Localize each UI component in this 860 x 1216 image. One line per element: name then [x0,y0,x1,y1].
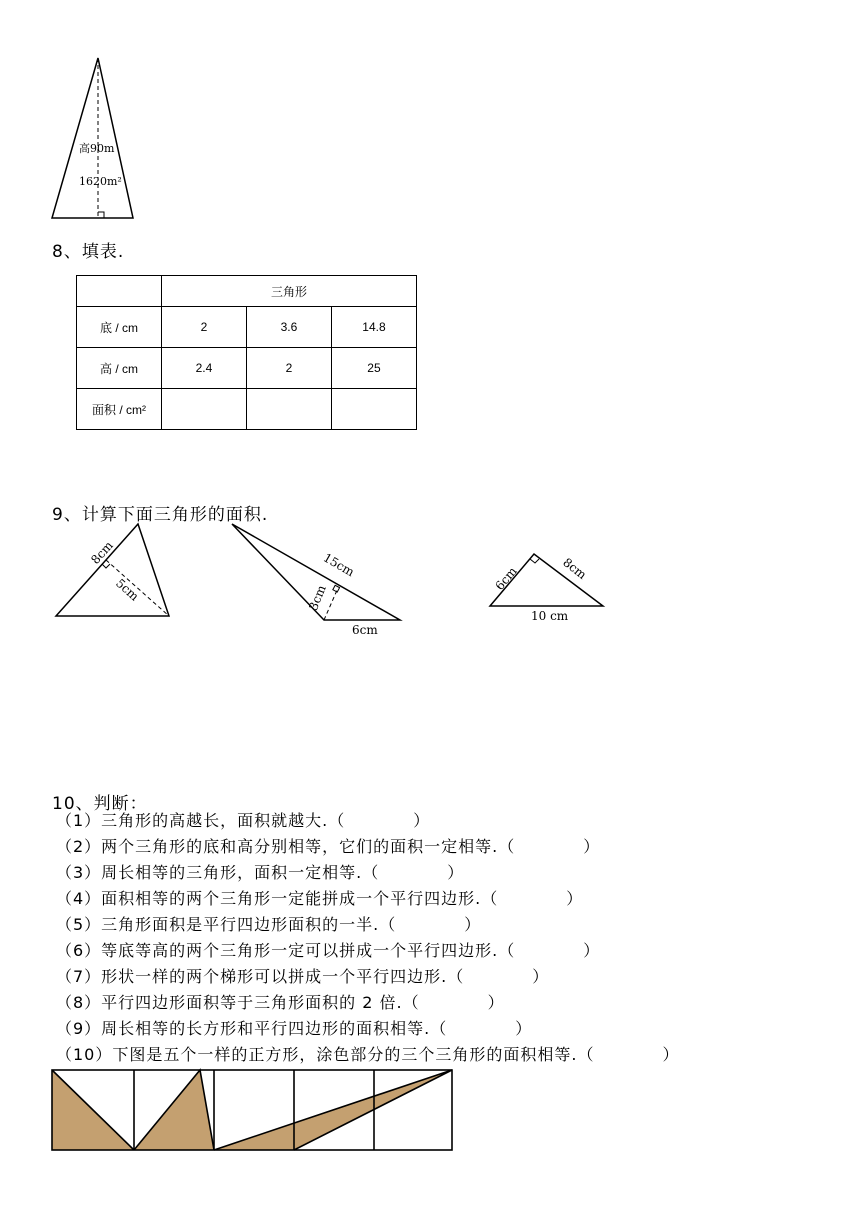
fig1-height-label: 5cm [113,576,142,604]
table-cell: 25 [331,348,416,389]
fig2-side-label: 15cm [320,550,357,580]
fig3-leg2-label: 8cm [560,555,590,583]
row-label: 高 / cm [77,348,162,389]
table-cell: 3.6 [246,307,331,348]
question-8-title: 8、填表. [52,242,125,262]
question-9-title: 9、计算下面三角形的面积. [52,505,269,525]
fill-in-table [76,275,417,430]
answer-cell[interactable] [331,389,416,430]
answer-cell[interactable] [162,389,247,430]
judgement-item-7: （7）形状一样的两个梯形可以拼成一个平行四边形.（ ） [56,967,550,986]
table-row [77,307,417,348]
fig3-hyp-label: 10 cm [531,609,569,623]
table-cell: 14.8 [331,307,416,348]
tall-triangle-figure [48,52,140,224]
table-row [77,389,417,430]
triangle-figure-3 [486,548,610,626]
question-10-title: 10、判断： [52,794,148,814]
fig2-base-label: 6cm [352,623,378,637]
fig3-leg1-label: 6cm [492,564,520,593]
table-cell: 2 [162,307,247,348]
fig1-side-label: 8cm [88,538,116,567]
fig2-height-label: 3cm [306,583,329,613]
judgement-item-10: （10）下图是五个一样的正方形，涂色部分的三个三角形的面积相等.（ ） [56,1045,680,1064]
judgement-item-8: （8）平行四边形面积等于三角形面积的 2 倍.（ ） [56,993,505,1012]
judgement-item-2: （2）两个三角形的底和高分别相等，它们的面积一定相等.（ ） [56,837,601,856]
judgement-item-5: （5）三角形面积是平行四边形面积的一半.（ ） [56,915,482,934]
triangle-area-label: 1620m² [79,175,122,188]
triangle-figure-1 [48,520,178,626]
judgement-item-3: （3）周长相等的三角形，面积一定相等.（ ） [56,863,465,882]
row-label: 底 / cm [77,307,162,348]
five-squares-figure [50,1068,456,1154]
triangle-figure-2 [228,520,414,640]
table-cell: 2.4 [162,348,247,389]
judgement-item-4: （4）面积相等的两个三角形一定能拼成一个平行四边形.（ ） [56,889,584,908]
table-corner-cell [77,276,162,307]
table-header-cell: 三角形 [162,276,417,307]
judgement-item-1: （1）三角形的高越长，面积就越大.（ ） [56,811,431,830]
table-cell: 2 [246,348,331,389]
judgement-item-6: （6）等底等高的两个三角形一定可以拼成一个平行四边形.（ ） [56,941,601,960]
triangle-height-label: 高90m [79,142,115,155]
judgement-item-9: （9）周长相等的长方形和平行四边形的面积相等.（ ） [56,1019,533,1038]
table-header-row [77,276,417,307]
answer-cell[interactable] [246,389,331,430]
row-label: 面积 / cm² [77,389,162,430]
table-row [77,348,417,389]
judgement-list [56,808,679,1068]
